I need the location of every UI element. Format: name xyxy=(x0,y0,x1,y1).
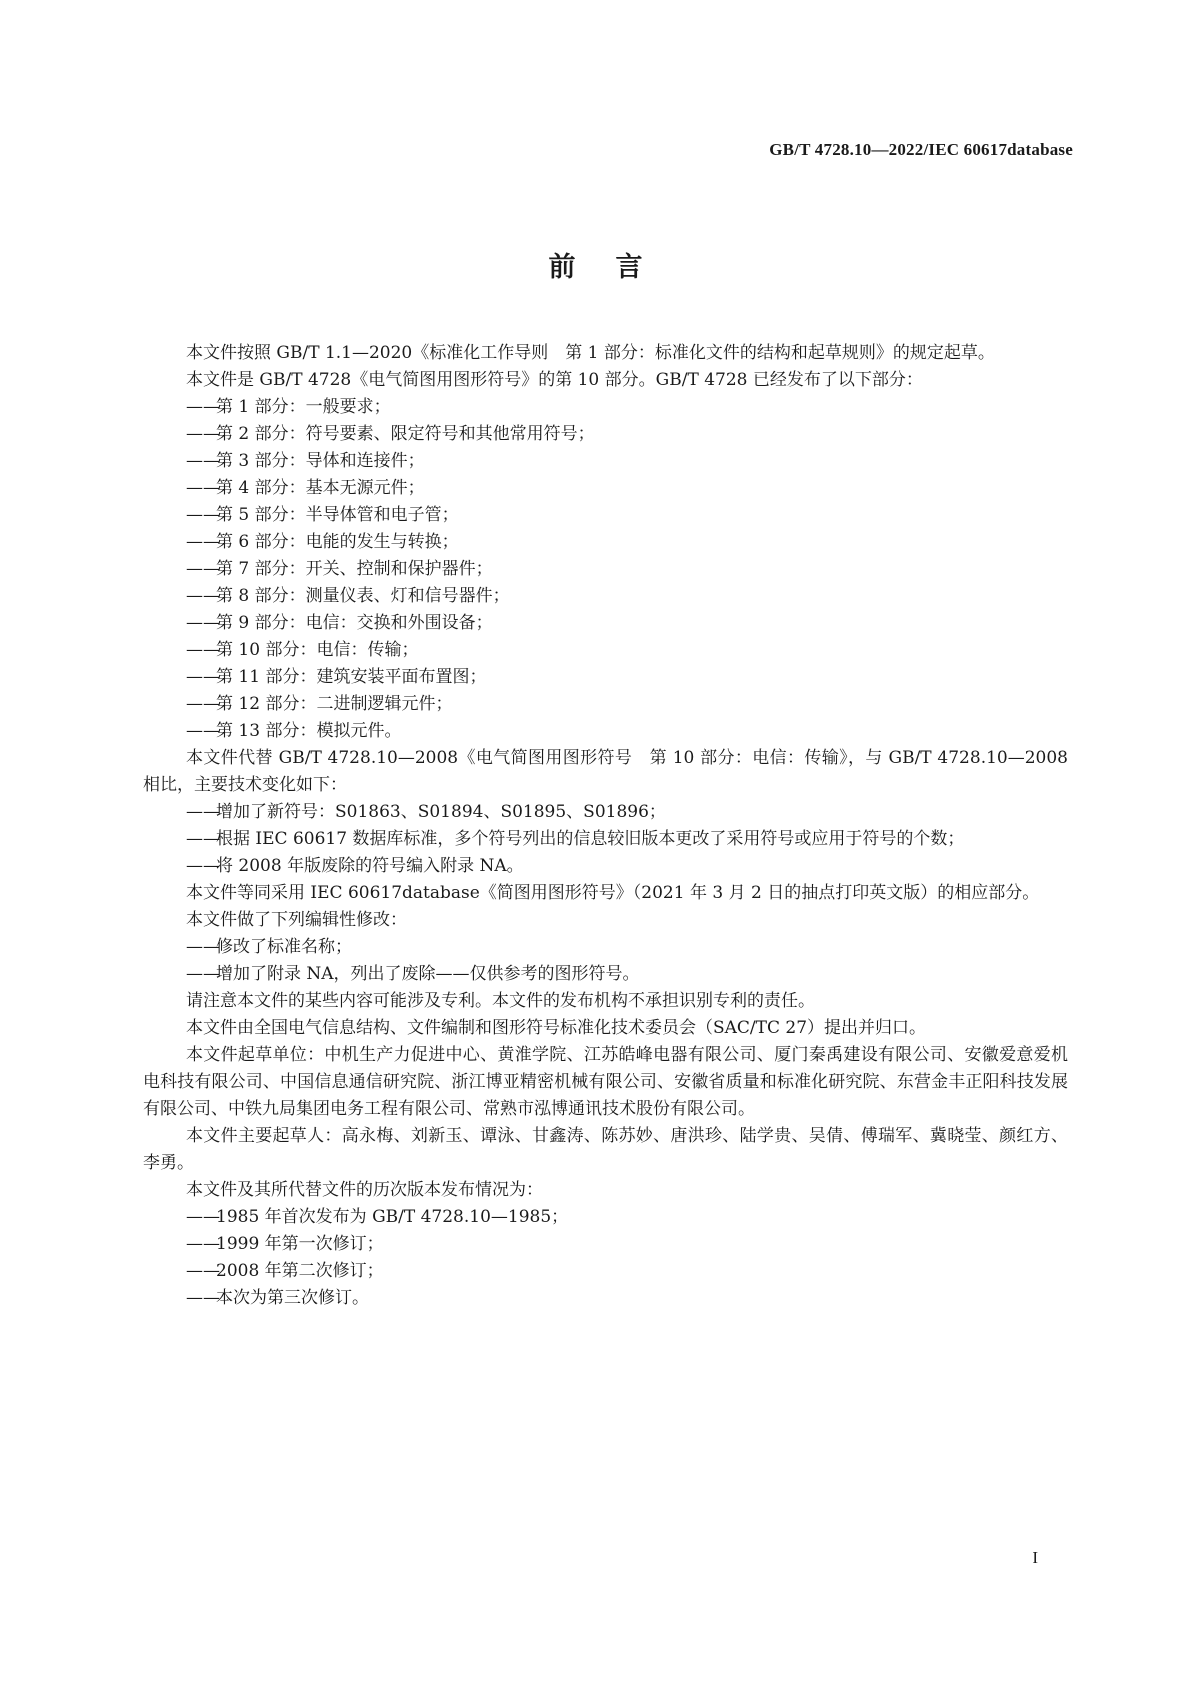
list-dash: —— xyxy=(186,937,220,957)
list-dash: —— xyxy=(186,397,220,417)
list-dash: —— xyxy=(186,559,220,579)
list-item: —— 根据 IEC 60617 数据库标准，多个符号列出的信息较旧版本更改了采用符号或应用于符号的个数； xyxy=(143,826,1068,853)
list-dash: —— xyxy=(186,829,220,849)
list-item: —— 第 13 部分：模拟元件。 xyxy=(143,718,1068,745)
page-title: 前言 xyxy=(548,252,683,283)
list-item: —— 第 4 部分：基本无源元件； xyxy=(143,475,1068,502)
list-dash: —— xyxy=(186,721,220,741)
list-dash: —— xyxy=(186,694,220,714)
list-item: —— 第 8 部分：测量仪表、灯和信号器件； xyxy=(143,583,1068,610)
paragraph-series-intro: 本文件是 GB/T 4728《电气简图用图形符号》的第 10 部分。GB/T 4728 已经发布了以下部分： xyxy=(186,370,923,390)
list-item: —— 第 6 部分：电能的发生与转换； xyxy=(143,529,1068,556)
list-item: —— 第 10 部分：电信：传输； xyxy=(143,637,1068,664)
paragraph-editorial-intro: 本文件做了下列编辑性修改： xyxy=(186,910,407,930)
list-dash: —— xyxy=(186,1207,220,1227)
list-dash: —— xyxy=(186,964,220,984)
list-item: —— 1999 年第一次修订； xyxy=(143,1231,1068,1258)
list-item: —— 第 12 部分：二进制逻辑元件； xyxy=(143,691,1068,718)
document-code: GB/T 4728.10—2022/IEC 60617database xyxy=(769,140,1073,159)
parts-list xyxy=(143,394,1068,745)
list-item: —— 第 1 部分：一般要求； xyxy=(143,394,1068,421)
list-dash: —— xyxy=(186,532,220,552)
list-item: —— 第 3 部分：导体和连接件； xyxy=(143,448,1068,475)
paragraph-replaces: 本文件代替 GB/T 4728.10—2008《电气简图用图形符号 第 10 部分：电信：传输》，与 GB/T 4728.10—2008 相比，主要技术变化如下： xyxy=(143,748,1068,795)
list-dash: —— xyxy=(186,451,220,471)
list-item: —— 增加了新符号：S01863、S01894、S01895、S01896； xyxy=(143,799,1068,826)
paragraph-history-intro: 本文件及其所代替文件的历次版本发布情况为： xyxy=(186,1180,543,1200)
list-dash: —— xyxy=(186,802,220,822)
list-item: —— 第 5 部分：半导体管和电子管； xyxy=(143,502,1068,529)
list-dash: —— xyxy=(186,667,220,687)
list-item: —— 第 9 部分：电信：交换和外围设备； xyxy=(143,610,1068,637)
list-item: —— 2008 年第二次修订； xyxy=(143,1258,1068,1285)
history-list xyxy=(143,1204,1068,1312)
list-item: —— 修改了标准名称； xyxy=(143,934,1068,961)
list-dash: —— xyxy=(186,1261,220,1281)
list-item: —— 将 2008 年版废除的符号编入附录 NA。 xyxy=(143,853,1068,880)
paragraph-patent-notice: 请注意本文件的某些内容可能涉及专利。本文件的发布机构不承担识别专利的责任。 xyxy=(186,991,815,1011)
page-number: I xyxy=(1032,1548,1038,1567)
list-dash: —— xyxy=(186,1288,220,1308)
list-dash: —— xyxy=(186,856,220,876)
list-dash: —— xyxy=(186,586,220,606)
list-item: —— 增加了附录 NA，列出了废除——仅供参考的图形符号。 xyxy=(143,961,1068,988)
list-item: —— 1985 年首次发布为 GB/T 4728.10—1985； xyxy=(143,1204,1068,1231)
edits-list xyxy=(143,934,1068,988)
paragraph-drafting-units: 本文件起草单位：中机生产力促进中心、黄淮学院、江苏皓峰电器有限公司、厦门秦禹建设有限公司、安徽爱意爱机电科技有限公司、中国信息通信研究院、浙江博亚精密机械有限公司、安徽省质量和标准化研究院、东营金丰正阳科技发展有限公司、中铁九局集团电务工程有限公司、常熟市泓博通讯技术股份有限公司。 xyxy=(143,1045,1068,1119)
list-dash: —— xyxy=(186,505,220,525)
list-item: —— 第 11 部分：建筑安装平面布置图； xyxy=(143,664,1068,691)
list-dash: —— xyxy=(186,613,220,633)
list-dash: —— xyxy=(186,640,220,660)
foreword-body xyxy=(143,340,1068,1312)
list-dash: —— xyxy=(186,1234,220,1254)
paragraph-equivalence: 本文件等同采用 IEC 60617database《简图用图形符号》（2021 年 3 月 2 日的抽点打印英文版）的相应部分。 xyxy=(186,883,1040,903)
changes-list xyxy=(143,799,1068,880)
list-dash: —— xyxy=(186,424,220,444)
list-item: —— 本次为第三次修订。 xyxy=(143,1285,1068,1312)
paragraph-drafters: 本文件主要起草人：高永梅、刘新玉、谭泳、甘鑫涛、陈苏妙、唐洪珍、陆学贵、吴倩、傅瑞军、冀晓莹、颜红方、李勇。 xyxy=(143,1126,1068,1173)
list-item: —— 第 2 部分：符号要素、限定符号和其他常用符号； xyxy=(143,421,1068,448)
paragraph-proposer: 本文件由全国电气信息结构、文件编制和图形符号标准化技术委员会（SAC/TC 27）提出并归口。 xyxy=(186,1018,927,1038)
list-dash: —— xyxy=(186,478,220,498)
paragraph-drafting-rules: 本文件按照 GB/T 1.1—2020《标准化工作导则 第 1 部分：标准化文件的结构和起草规则》的规定起草。 xyxy=(186,343,995,363)
list-item: —— 第 7 部分：开关、控制和保护器件； xyxy=(143,556,1068,583)
